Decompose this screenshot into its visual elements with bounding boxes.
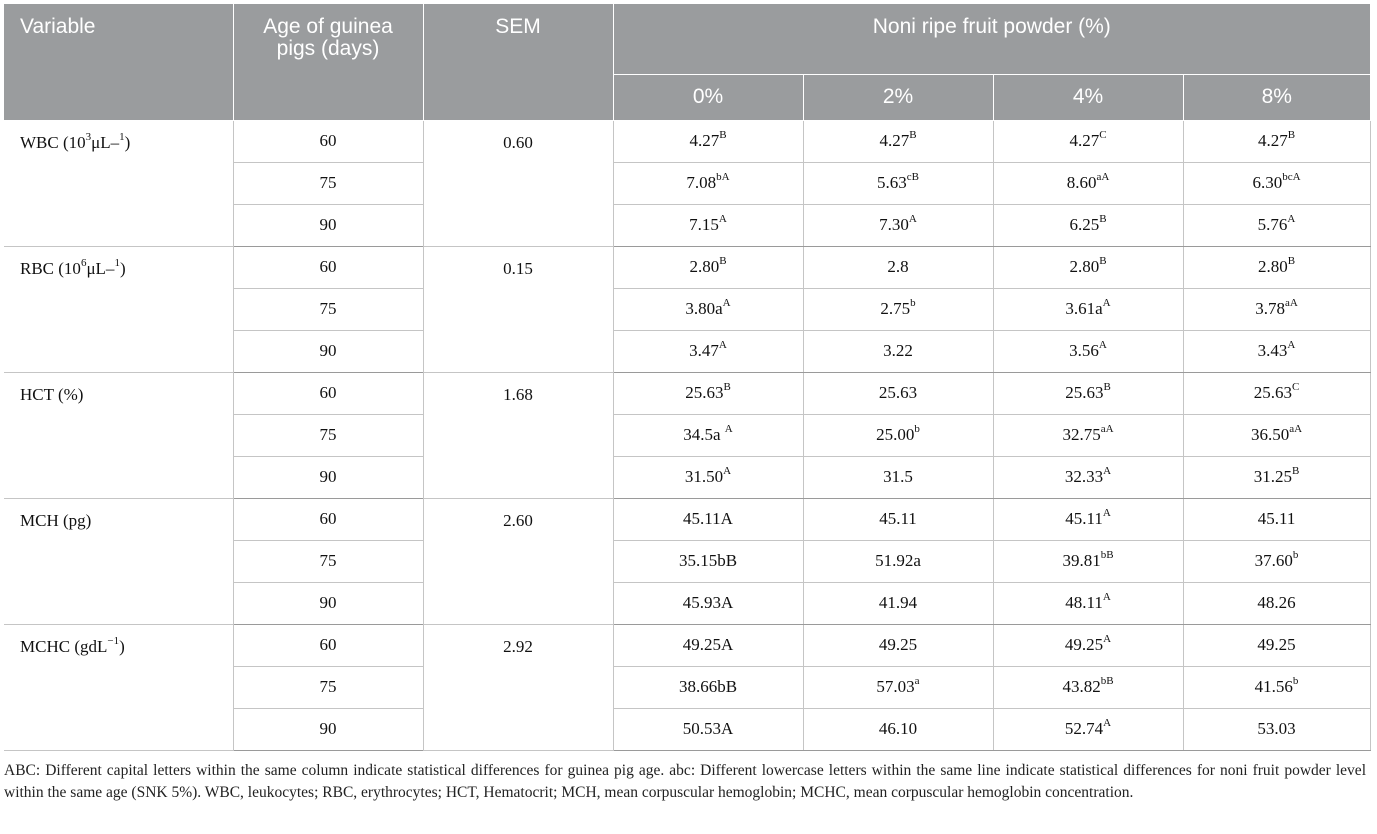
value-number: 46.10 xyxy=(878,719,918,738)
value-number: 34.5a xyxy=(683,425,725,444)
value-number: 4.27 xyxy=(879,131,910,150)
sem-cell: 1.68 xyxy=(423,372,613,498)
value-number: 25.00 xyxy=(876,425,915,444)
table-row xyxy=(4,372,1370,414)
value-number: 7.08 xyxy=(686,173,717,192)
sem-cell: 0.15 xyxy=(423,246,613,372)
significance-letters: b xyxy=(1292,549,1299,562)
value-number: 31.5 xyxy=(883,467,913,486)
value-cell xyxy=(1183,540,1370,582)
value-number: 4.27 xyxy=(689,131,720,150)
significance-letters: B xyxy=(909,129,917,142)
significance-letters: A xyxy=(718,213,727,226)
variable-text: μL– xyxy=(91,132,120,152)
variable-label xyxy=(4,120,233,246)
value-cell xyxy=(1183,414,1370,456)
age-cell: 75 xyxy=(233,414,423,456)
value-number: 6.30 xyxy=(1252,173,1283,192)
header-group: Noni ripe fruit powder (%) xyxy=(613,4,1370,74)
value-cell xyxy=(993,372,1183,414)
significance-letters: aA xyxy=(1100,423,1114,436)
value-cell xyxy=(993,204,1183,246)
significance-letters: A xyxy=(1102,591,1111,604)
significance-letters: A xyxy=(1102,297,1111,310)
significance-letters: B xyxy=(723,381,731,394)
value-cell xyxy=(1183,204,1370,246)
value-number: 3.78 xyxy=(1255,299,1285,318)
significance-letters: A xyxy=(718,339,727,352)
value-number: 25.63 xyxy=(1065,383,1104,402)
value-cell xyxy=(803,456,993,498)
value-cell xyxy=(993,162,1183,204)
table-footnote: ABC: Different capital letters within the same column indicate statistical differences for guinea pig age. abc: Different lowercase letters within the same line indicate statistical differences for noni fruit powder level within the same age (SNK 5%). WBC, leukocytes; RBC, erythrocytes; HCT, Hematocrit; MCH, mean corpuscular hemoglobin; MCHC, mean corpuscular hemoglobin concentration. xyxy=(4,762,1366,801)
value-number: 3.43 xyxy=(1257,341,1288,360)
value-cell xyxy=(803,540,993,582)
significance-letters: B xyxy=(719,129,727,142)
value-number: 25.63 xyxy=(1253,383,1292,402)
value-number: 3.80a xyxy=(685,299,723,318)
value-cell xyxy=(803,246,993,288)
value-number: 53.03 xyxy=(1257,719,1296,738)
value-number: 45.93A xyxy=(682,593,734,612)
value-number: 43.82 xyxy=(1062,677,1101,696)
value-cell xyxy=(803,204,993,246)
age-cell: 90 xyxy=(233,582,423,624)
variable-text: ) xyxy=(119,258,126,278)
value-number: 48.11 xyxy=(1065,593,1103,612)
value-number: 5.76 xyxy=(1257,215,1288,234)
age-cell: 90 xyxy=(233,330,423,372)
value-number: 51.92a xyxy=(875,551,921,570)
significance-letters: B xyxy=(1103,381,1111,394)
value-number: 25.63 xyxy=(878,383,918,402)
results-table xyxy=(4,4,1371,751)
value-number: 32.33 xyxy=(1064,467,1104,486)
significance-letters: A xyxy=(722,297,731,310)
value-number: 2.75 xyxy=(880,299,911,318)
significance-letters: b xyxy=(914,423,920,436)
value-cell xyxy=(613,582,803,624)
value-cell xyxy=(1183,372,1370,414)
value-number: 41.94 xyxy=(878,593,918,612)
age-cell: 60 xyxy=(233,372,423,414)
value-cell xyxy=(613,624,803,666)
value-number: 49.25 xyxy=(1257,635,1296,654)
value-cell xyxy=(1183,666,1370,708)
value-cell xyxy=(993,414,1183,456)
value-number: 32.75 xyxy=(1062,425,1101,444)
variable-text: MCHC (gdL xyxy=(20,636,108,656)
sem-cell: 2.60 xyxy=(423,498,613,624)
value-cell xyxy=(613,330,803,372)
header-level-4: 4% xyxy=(993,74,1183,120)
value-cell xyxy=(993,456,1183,498)
significance-letters: A xyxy=(1103,717,1112,730)
significance-letters: B xyxy=(1099,255,1107,268)
value-number: 45.11 xyxy=(1257,509,1296,528)
value-number: 25.63 xyxy=(685,383,724,402)
value-cell xyxy=(803,624,993,666)
significance-letters: b xyxy=(1292,675,1299,688)
value-cell xyxy=(613,120,803,162)
value-cell xyxy=(803,330,993,372)
significance-letters: A xyxy=(1287,339,1296,352)
value-number: 37.60 xyxy=(1254,551,1293,570)
header-sem: SEM xyxy=(423,4,613,120)
significance-letters: aA xyxy=(1096,171,1110,184)
value-cell xyxy=(1183,246,1370,288)
header-level-0: 0% xyxy=(613,74,803,120)
value-cell xyxy=(993,666,1183,708)
value-cell xyxy=(1183,120,1370,162)
age-cell: 75 xyxy=(233,288,423,330)
value-cell xyxy=(993,708,1183,750)
header-level-8: 8% xyxy=(1183,74,1370,120)
table-row xyxy=(4,624,1370,666)
value-cell xyxy=(993,288,1183,330)
value-cell xyxy=(993,582,1183,624)
header-variable: Variable xyxy=(4,4,233,120)
age-cell: 90 xyxy=(233,456,423,498)
age-cell: 75 xyxy=(233,162,423,204)
value-cell xyxy=(613,162,803,204)
age-cell: 75 xyxy=(233,666,423,708)
value-cell xyxy=(613,540,803,582)
variable-text: ) xyxy=(119,636,125,656)
significance-letters: A xyxy=(723,465,732,478)
value-number: 7.30 xyxy=(879,215,909,234)
significance-letters: B xyxy=(719,255,727,268)
value-cell xyxy=(613,708,803,750)
variable-text: μL– xyxy=(86,258,115,278)
significance-letters: bB xyxy=(1100,675,1114,688)
value-number: 45.11A xyxy=(683,509,733,528)
value-number: 7.15 xyxy=(689,215,719,234)
significance-letters: bA xyxy=(716,171,730,184)
significance-letters: A xyxy=(1103,465,1112,478)
header-level-2: 2% xyxy=(803,74,993,120)
value-number: 4.27 xyxy=(1257,131,1288,150)
value-number: 6.25 xyxy=(1069,215,1100,234)
value-cell xyxy=(993,540,1183,582)
value-number: 49.25 xyxy=(1064,635,1104,654)
value-cell xyxy=(1183,330,1370,372)
significance-letters: A xyxy=(724,423,733,436)
value-cell xyxy=(993,330,1183,372)
age-cell: 90 xyxy=(233,204,423,246)
value-cell xyxy=(803,582,993,624)
significance-letters: A xyxy=(1098,339,1107,352)
value-number: 52.74 xyxy=(1064,719,1104,738)
value-number: 3.47 xyxy=(689,341,719,360)
value-number: 49.25A xyxy=(682,635,734,654)
value-cell xyxy=(803,120,993,162)
value-number: 36.50 xyxy=(1250,425,1290,444)
age-cell: 60 xyxy=(233,120,423,162)
value-number: 8.60 xyxy=(1066,173,1097,192)
value-cell xyxy=(803,288,993,330)
variable-unit-exponent: 3 xyxy=(85,130,92,143)
variable-text: WBC (10 xyxy=(20,132,86,152)
value-number: 31.25 xyxy=(1253,467,1292,486)
age-cell: 60 xyxy=(233,498,423,540)
value-cell xyxy=(613,456,803,498)
value-cell xyxy=(613,288,803,330)
table-header xyxy=(4,4,1370,120)
value-cell xyxy=(993,246,1183,288)
age-cell: 90 xyxy=(233,708,423,750)
variable-label xyxy=(4,372,233,498)
value-cell xyxy=(613,372,803,414)
significance-letters: B xyxy=(1287,255,1296,268)
age-cell: 75 xyxy=(233,540,423,582)
variable-text: RBC (10 xyxy=(20,258,81,278)
significance-letters: A xyxy=(908,213,917,226)
value-number: 49.25 xyxy=(878,635,918,654)
value-cell xyxy=(803,708,993,750)
significance-letters: bcA xyxy=(1282,171,1301,184)
variable-label xyxy=(4,246,233,372)
variable-text: HCT (%) xyxy=(20,384,84,404)
significance-letters: cB xyxy=(906,171,919,184)
value-number: 3.61a xyxy=(1065,299,1103,318)
sem-cell: 0.60 xyxy=(423,120,613,246)
significance-letters: A xyxy=(1103,633,1112,646)
header-age: Age of guinea pigs (days) xyxy=(233,4,423,120)
significance-letters: B xyxy=(1291,465,1300,478)
variable-unit-exponent: −1 xyxy=(107,634,120,647)
value-number: 2.8 xyxy=(887,257,909,276)
value-cell xyxy=(803,666,993,708)
significance-letters: a xyxy=(914,675,920,688)
significance-letters: A xyxy=(1102,507,1111,520)
significance-letters: B xyxy=(1287,129,1296,142)
table-row xyxy=(4,246,1370,288)
variable-unit-exponent: 6 xyxy=(80,256,87,269)
table-body xyxy=(4,120,1370,750)
value-cell xyxy=(1183,456,1370,498)
value-number: 35.15bB xyxy=(678,551,738,570)
sem-cell: 2.92 xyxy=(423,624,613,750)
value-cell xyxy=(613,666,803,708)
value-cell xyxy=(1183,162,1370,204)
value-cell xyxy=(803,372,993,414)
value-number: 57.03 xyxy=(876,677,915,696)
value-number: 5.63 xyxy=(877,173,907,192)
value-cell xyxy=(613,204,803,246)
value-number: 2.80 xyxy=(1069,257,1100,276)
significance-letters: b xyxy=(910,297,916,310)
variable-text: MCH (pg) xyxy=(20,510,92,530)
value-number: 2.80 xyxy=(689,257,720,276)
value-cell xyxy=(993,120,1183,162)
value-cell xyxy=(613,246,803,288)
significance-letters: aA xyxy=(1289,423,1303,436)
value-number: 3.22 xyxy=(883,341,913,360)
value-cell xyxy=(993,498,1183,540)
value-number: 39.81 xyxy=(1062,551,1101,570)
value-cell xyxy=(1183,288,1370,330)
value-number: 2.80 xyxy=(1257,257,1288,276)
variable-unit-exponent: 1 xyxy=(114,256,120,269)
value-cell xyxy=(993,624,1183,666)
significance-letters: C xyxy=(1291,381,1300,394)
significance-letters: A xyxy=(1287,213,1296,226)
age-cell: 60 xyxy=(233,624,423,666)
value-number: 38.66bB xyxy=(678,677,738,696)
value-cell xyxy=(803,498,993,540)
value-cell xyxy=(613,414,803,456)
variable-unit-exponent: 1 xyxy=(119,130,125,143)
value-cell xyxy=(803,414,993,456)
table-row xyxy=(4,498,1370,540)
value-number: 41.56 xyxy=(1254,677,1293,696)
value-cell xyxy=(1183,498,1370,540)
value-number: 48.26 xyxy=(1257,593,1296,612)
table-row xyxy=(4,120,1370,162)
variable-label xyxy=(4,498,233,624)
value-number: 45.11 xyxy=(879,509,917,528)
value-number: 4.27 xyxy=(1069,131,1100,150)
value-number: 50.53A xyxy=(682,719,734,738)
value-cell xyxy=(1183,624,1370,666)
value-cell xyxy=(1183,582,1370,624)
value-cell xyxy=(613,498,803,540)
significance-letters: aA xyxy=(1284,297,1298,310)
age-cell: 60 xyxy=(233,246,423,288)
value-number: 3.56 xyxy=(1069,341,1099,360)
significance-letters: B xyxy=(1099,213,1107,226)
value-number: 31.50 xyxy=(684,467,724,486)
significance-letters: C xyxy=(1099,129,1107,142)
variable-label xyxy=(4,624,233,750)
value-number: 45.11 xyxy=(1065,509,1103,528)
variable-text: ) xyxy=(124,132,131,152)
value-cell xyxy=(1183,708,1370,750)
value-cell xyxy=(803,162,993,204)
significance-letters: bB xyxy=(1100,549,1114,562)
